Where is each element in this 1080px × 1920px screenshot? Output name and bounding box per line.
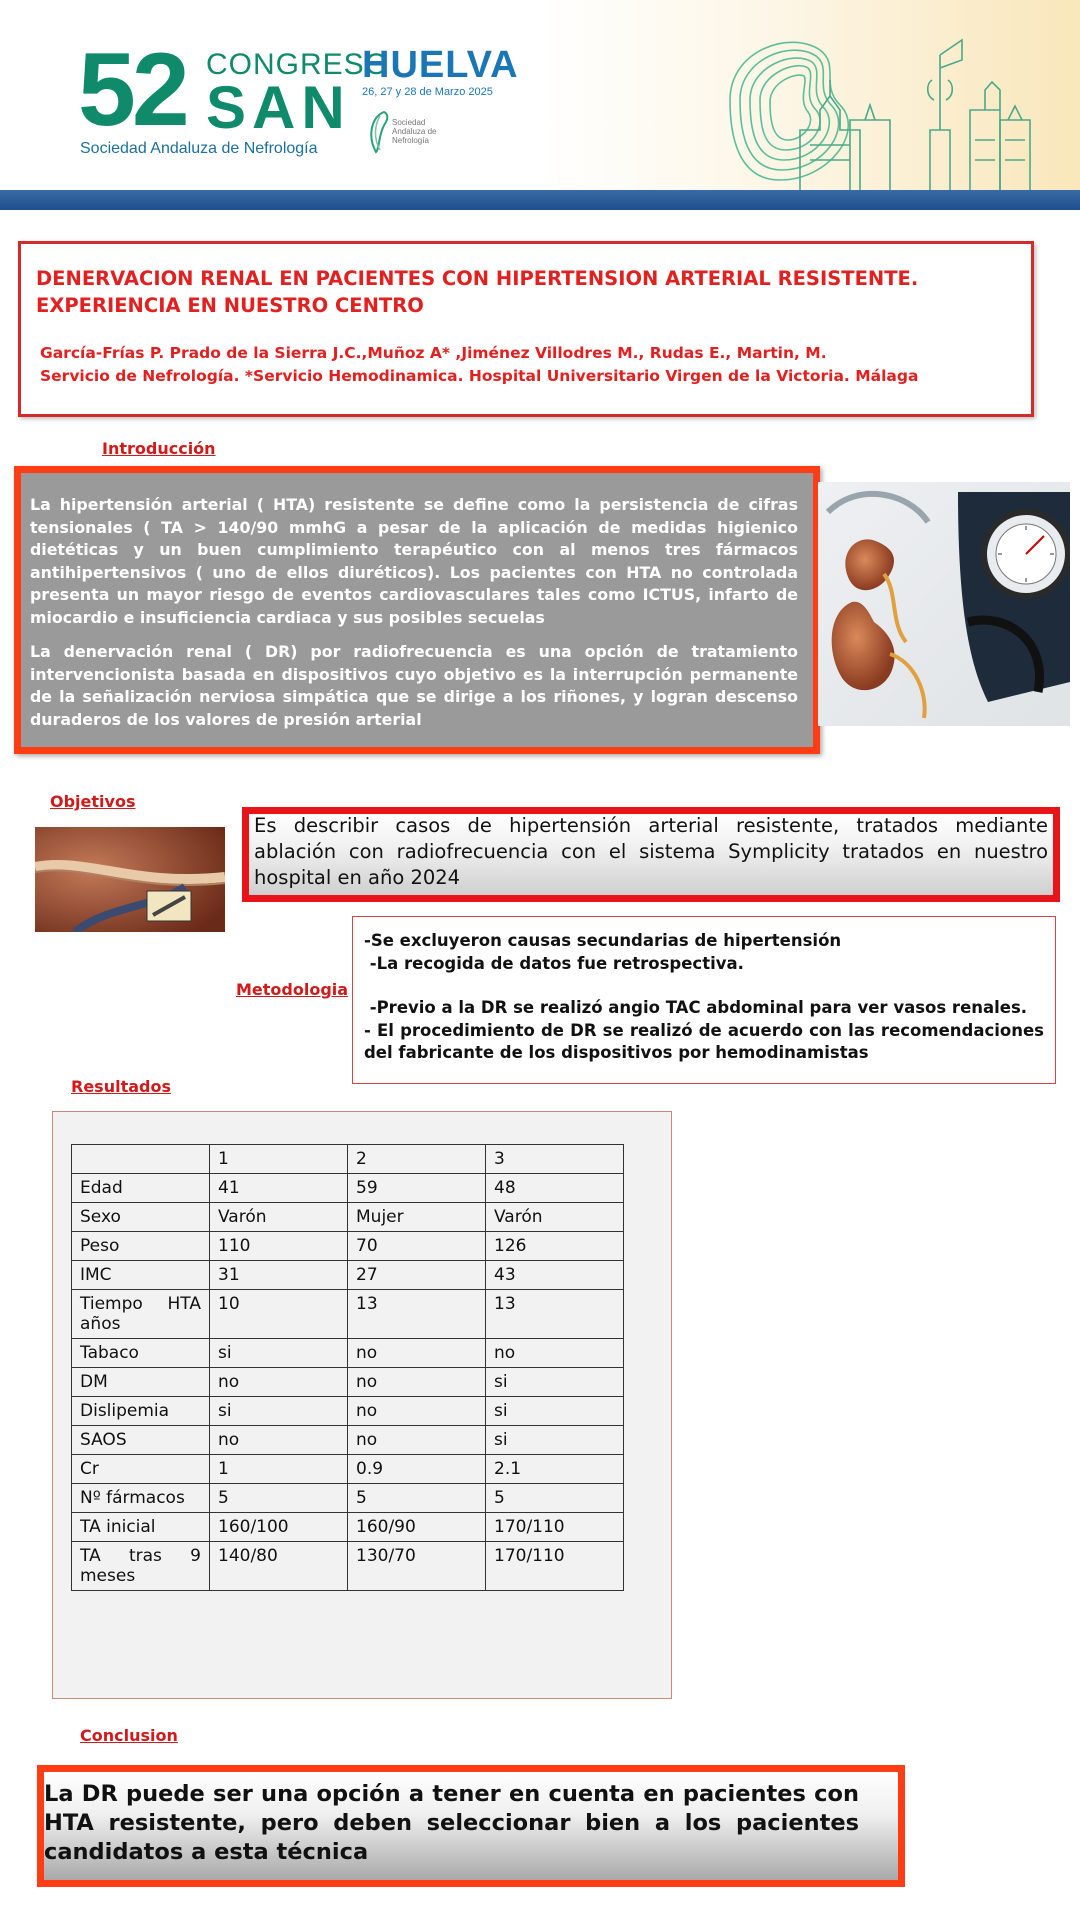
table-header-row bbox=[72, 1145, 624, 1174]
metodologia-line: -Se excluyeron causas secundarias de hipertensión bbox=[364, 931, 842, 950]
table-row bbox=[72, 1203, 624, 1232]
table-cell: no bbox=[210, 1426, 348, 1455]
metodologia-heading: Metodologia bbox=[236, 980, 349, 999]
results-table bbox=[71, 1144, 624, 1591]
table-cell: 70 bbox=[348, 1232, 486, 1261]
table-cell: 48 bbox=[486, 1174, 624, 1203]
table-cell: 160/90 bbox=[348, 1513, 486, 1542]
table-cell: 2.1 bbox=[486, 1455, 624, 1484]
intro-heading: Introducción bbox=[102, 439, 216, 458]
table-row bbox=[72, 1174, 624, 1203]
conclusion-heading: Conclusion bbox=[80, 1726, 178, 1745]
table-cell: si bbox=[210, 1339, 348, 1368]
table-cell: 43 bbox=[486, 1261, 624, 1290]
table-cell: Tiempo HTA años bbox=[72, 1290, 210, 1339]
table-cell: 126 bbox=[486, 1232, 624, 1261]
table-cell: Nº fármacos bbox=[72, 1484, 210, 1513]
table-cell: Peso bbox=[72, 1232, 210, 1261]
table-cell: Varón bbox=[486, 1203, 624, 1232]
table-row bbox=[72, 1455, 624, 1484]
table-cell: 10 bbox=[210, 1290, 348, 1339]
header-blue-band bbox=[0, 190, 1080, 210]
table-cell: DM bbox=[72, 1368, 210, 1397]
resultados-heading: Resultados bbox=[71, 1077, 171, 1096]
table-row bbox=[72, 1290, 624, 1339]
table-cell: 13 bbox=[486, 1290, 624, 1339]
congress-dates: 26, 27 y 28 de Marzo 2025 bbox=[362, 86, 493, 98]
table-row bbox=[72, 1339, 624, 1368]
huelva-monuments-icon bbox=[700, 10, 1080, 190]
table-cell: Varón bbox=[210, 1203, 348, 1232]
conclusion-text: La DR puede ser una opción a tener en cuenta en pacientes con HTA resistente, pero deben seleccionar bien a los pacientes candidatos a esta técnica bbox=[44, 1781, 859, 1865]
objetivos-text: Es describir casos de hipertensión arterial resistente, tratados mediante ablación con radiofrecuencia con el sistema Symplicity tratados en nuestro hospital en año 2024 bbox=[254, 814, 1048, 889]
table-cell: TA tras 9 meses bbox=[72, 1542, 210, 1591]
table-cell: 41 bbox=[210, 1174, 348, 1203]
congress-city: HUELVA bbox=[362, 44, 519, 86]
table-cell: 13 bbox=[348, 1290, 486, 1339]
table-cell: no bbox=[348, 1339, 486, 1368]
table-row bbox=[72, 1368, 624, 1397]
table-cell: TA inicial bbox=[72, 1513, 210, 1542]
table-cell: 59 bbox=[348, 1174, 486, 1203]
kidney-blood-pressure-image bbox=[818, 482, 1070, 726]
metodologia-line: - El procedimiento de DR se realizó de acuerdo con las recomendaciones del fabricante de los dispositivos por hemodinamistas bbox=[364, 1020, 1044, 1062]
table-header-cell bbox=[72, 1145, 210, 1174]
table-cell: 110 bbox=[210, 1232, 348, 1261]
table-cell: 31 bbox=[210, 1261, 348, 1290]
congress-acronym: SAN bbox=[206, 74, 351, 141]
table-cell: no bbox=[348, 1397, 486, 1426]
table-row bbox=[72, 1397, 624, 1426]
metodologia-line: -La recogida de datos fue retrospectiva. bbox=[364, 953, 744, 973]
objetivos-heading: Objetivos bbox=[50, 792, 136, 811]
table-cell: 0.9 bbox=[348, 1455, 486, 1484]
table-cell: 140/80 bbox=[210, 1542, 348, 1591]
table-cell: SAOS bbox=[72, 1426, 210, 1455]
table-cell: si bbox=[486, 1426, 624, 1455]
poster-title: DENERVACION RENAL EN PACIENTES CON HIPERTENSION ARTERIAL RESISTENTE. EXPERIENCIA EN NUESTRO CENTRO bbox=[36, 267, 919, 317]
table-header-cell: 2 bbox=[348, 1145, 486, 1174]
table-cell: Sexo bbox=[72, 1203, 210, 1232]
table-row bbox=[72, 1484, 624, 1513]
table-cell: 130/70 bbox=[348, 1542, 486, 1591]
table-cell: Mujer bbox=[348, 1203, 486, 1232]
table-cell: si bbox=[210, 1397, 348, 1426]
table-row bbox=[72, 1232, 624, 1261]
table-row bbox=[72, 1542, 624, 1591]
table-cell: no bbox=[348, 1426, 486, 1455]
intro-paragraph: La denervación renal ( DR) por radiofrecuencia es una opción de tratamiento intervencionista basada en dispositivos cuyo objetivo es la interrupción permanente de la señalización nerviosa simpática que se dirige a los riñones, y logran descenso duraderos de los valores de presión arterial bbox=[30, 642, 798, 729]
metodologia-text bbox=[364, 930, 1044, 1065]
table-cell: Tabaco bbox=[72, 1339, 210, 1368]
table-cell: Cr bbox=[72, 1455, 210, 1484]
table-cell: 5 bbox=[348, 1484, 486, 1513]
table-cell: 5 bbox=[210, 1484, 348, 1513]
table-row bbox=[72, 1513, 624, 1542]
society-name: Sociedad Andaluza de Nefrología bbox=[80, 140, 318, 157]
table-header-cell: 3 bbox=[486, 1145, 624, 1174]
table-cell: no bbox=[486, 1339, 624, 1368]
intro-paragraph: La hipertensión arterial ( HTA) resistente se define como la persistencia de cifras tensionales ( TA > 140/90 mmhG a pesar de la aplicación de medidas higienico dietéticas y un buen cumplimiento terapéutico con al menos tres fármacos antihipertensivos ( uno de ellos diuréticos). Los pacientes con HTA no controlada presenta un mayor riesgo de eventos cardiovasculares tales como ICTUS, infarto de miocardio e insuficiencia cardiaca y sus posibles secuelas bbox=[30, 495, 798, 627]
metodologia-line: -Previo a la DR se realizó angio TAC abdominal para ver vasos renales. bbox=[364, 998, 1028, 1017]
table-cell: si bbox=[486, 1397, 624, 1426]
poster-authors: García-Frías P. Prado de la Sierra J.C.,Muñoz A* ,Jiménez Villodres M., Rudas E., Martin, M. Servicio de Nefrología. *Servicio Hemodinamica. Hospital Universitario Virgen de la Victoria. Málaga bbox=[40, 344, 919, 385]
table-cell: no bbox=[210, 1368, 348, 1397]
table-header-cell: 1 bbox=[210, 1145, 348, 1174]
intro-text bbox=[30, 494, 798, 743]
table-cell: 170/110 bbox=[486, 1542, 624, 1591]
table-cell: 5 bbox=[486, 1484, 624, 1513]
table-cell: si bbox=[486, 1368, 624, 1397]
congress-label: CONGRESO bbox=[206, 48, 390, 81]
metodologia-line bbox=[364, 975, 1044, 997]
table-row bbox=[72, 1261, 624, 1290]
table-row bbox=[72, 1426, 624, 1455]
congress-number: 52 bbox=[78, 32, 186, 148]
renal-ablation-image bbox=[35, 827, 225, 932]
table-cell: 160/100 bbox=[210, 1513, 348, 1542]
table-cell: 27 bbox=[348, 1261, 486, 1290]
table-cell: 1 bbox=[210, 1455, 348, 1484]
table-cell: Edad bbox=[72, 1174, 210, 1203]
table-cell: 170/110 bbox=[486, 1513, 624, 1542]
table-cell: Dislipemia bbox=[72, 1397, 210, 1426]
table-cell: no bbox=[348, 1368, 486, 1397]
table-cell: IMC bbox=[72, 1261, 210, 1290]
society-logo-text: Sociedad Andaluza de Nefrología bbox=[392, 118, 437, 146]
